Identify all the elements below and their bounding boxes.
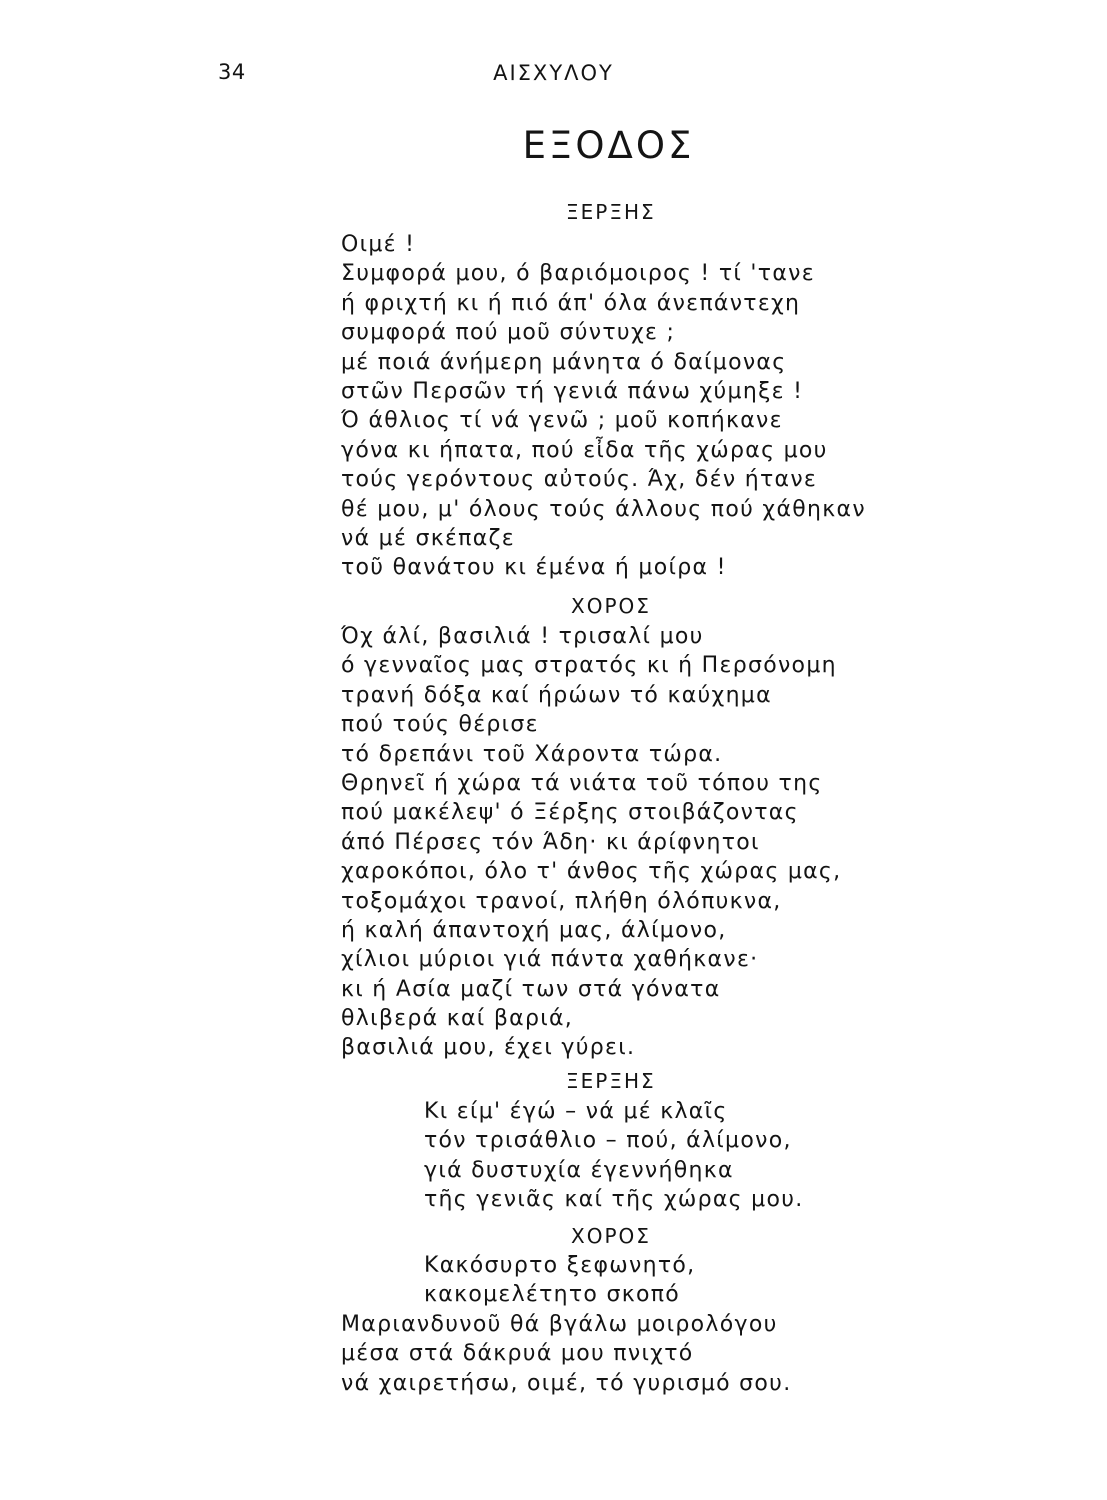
verse-line: νά χαιρετήσω, οιμέ, τό γυρισμό σου.: [341, 1370, 792, 1396]
verse-passage: [341, 622, 841, 1063]
verse-line: ό γενναῖος μας στρατός κι ή Περσόνομη: [341, 653, 837, 679]
verse-line: μέ ποιά άνήμερη μάνητα ό δαίμονας: [341, 349, 787, 375]
speaker-name: ΞΕΡΞΗΣ: [566, 1069, 656, 1093]
verse-line: Μαριανδυνοῦ θά βγάλω μοιρολόγου: [341, 1312, 778, 1337]
verse-line: Θρηνεῖ ή χώρα τά νιάτα τοῦ τόπου της: [341, 770, 823, 796]
verse-line: νά μέ σκέπαζε: [341, 525, 515, 551]
running-head: ΑΙΣΧΥΛΟΥ: [493, 61, 614, 85]
verse-line: στῶν Περσῶν τή γενιά πάνω χύμηξε !: [341, 378, 804, 404]
verse-line: θλιβερά καί βαριά,: [341, 1006, 574, 1032]
verse-line: πού μακέλεψ' ό Ξέρξης στοιβάζοντας: [341, 800, 799, 826]
verse-line: γιά δυστυχία έγεννήθηκα: [424, 1157, 734, 1183]
verse-line: τρανή δόξα καί ήρώων τό καύχημα: [341, 682, 772, 708]
verse-line: θέ μου, μ' όλους τούς άλλους πού χάθηκαν: [341, 496, 866, 522]
section-title: ΕΞΟΔΟΣ: [522, 124, 695, 167]
speaker-name: ΧΟΡΟΣ: [571, 594, 651, 618]
verse-line: χίλιοι μύριοι γιά πάντα χαθήκανε·: [341, 947, 759, 973]
verse-line: άπό Πέρσες τόν Άδη· κι άρίφνητοι: [341, 829, 760, 855]
verse-line: Κι είμ' έγώ – νά μέ κλαῖς: [424, 1099, 728, 1124]
verse-line: τό δρεπάνι τοῦ Χάροντα τώρα.: [341, 741, 723, 767]
speaker-name: ΧΟΡΟΣ: [571, 1224, 651, 1248]
verse-passage: [341, 230, 866, 583]
verse-line: Όχ άλί, βασιλιά ! τρισαλί μου: [341, 624, 704, 649]
verse-line: ή φριχτή κι ή πιό άπ' όλα άνεπάντεχη: [341, 290, 801, 316]
verse-passage: [424, 1097, 804, 1215]
verse-line: κακομελέτητο σκοπό: [424, 1282, 681, 1308]
verse-line: τόν τρισάθλιο – πού, άλίμονο,: [424, 1128, 792, 1154]
verse-line: γόνα κι ήπατα, πού εἶδα τῆς χώρας μου: [341, 437, 828, 463]
verse-line: μέσα στά δάκρυά μου πνιχτό: [341, 1341, 694, 1367]
verse-line: βασιλιά μου, έχει γύρει.: [341, 1035, 636, 1061]
verse-line: πού τούς θέρισε: [341, 712, 539, 738]
verse-line: τοξομάχοι τρανοί, πλήθη όλόπυκνα,: [341, 888, 782, 914]
verse-line: κι ή Ασία μαζί των στά γόνατα: [341, 976, 721, 1002]
verse-line: Οιμέ !: [341, 232, 416, 257]
verse-line: Συμφορά μου, ό βαριόμοιρος ! τί 'τανε: [341, 261, 815, 287]
verse-passage: [341, 1310, 792, 1398]
verse-line: Ό άθλιος τί νά γενῶ ; μοῦ κοπήκανε: [341, 408, 783, 434]
speaker-name: ΞΕΡΞΗΣ: [566, 200, 656, 224]
page-number: 34: [218, 60, 246, 84]
verse-line: Κακόσυρτο ξεφωνητό,: [424, 1253, 696, 1278]
verse-line: τῆς γενιᾶς καί τῆς χώρας μου.: [424, 1187, 804, 1213]
verse-line: χαροκόποι, όλο τ' άνθος τῆς χώρας μας,: [341, 859, 842, 885]
verse-line: συμφορά πού μοῦ σύντυχε ;: [341, 320, 676, 346]
verse-line: ή καλή άπαντοχή μας, άλίμονο,: [341, 917, 727, 943]
verse-line: τούς γερόντους αὐτούς. Άχ, δέν ήτανε: [341, 467, 818, 493]
verse-line: τοῦ θανάτου κι έμένα ή μοίρα !: [341, 555, 727, 581]
verse-passage-indented: [424, 1251, 695, 1310]
